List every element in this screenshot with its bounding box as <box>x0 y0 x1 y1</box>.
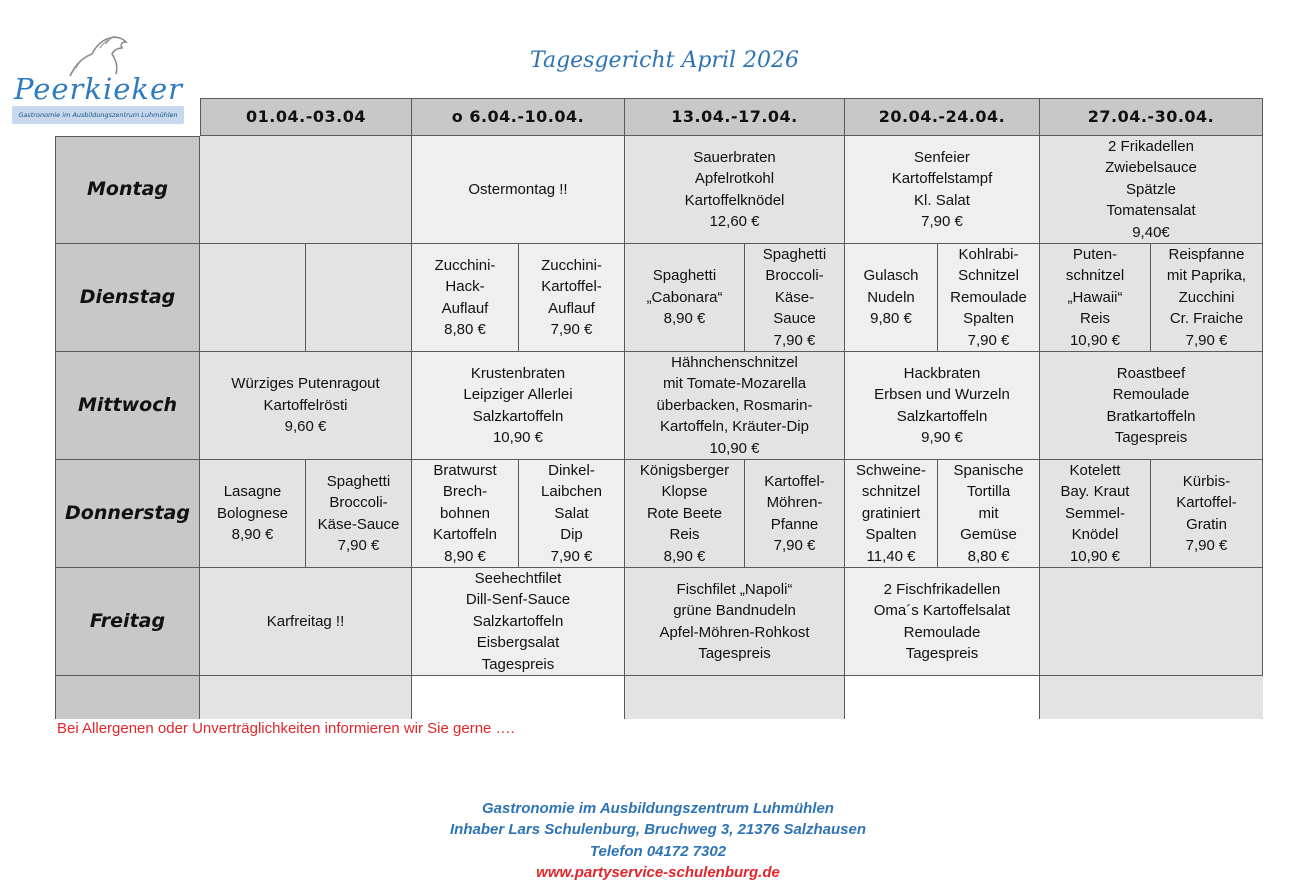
donnerstag-week3b: Kartoffel- Möhren- Pfanne 7,90 € <box>745 460 845 568</box>
freitag-week1: Karfreitag !! <box>200 568 412 676</box>
empty-row-cell <box>1040 676 1263 719</box>
donnerstag-week1b: Spaghetti Broccoli- Käse-Sauce 7,90 € <box>306 460 412 568</box>
mittwoch-week4: Hackbraten Erbsen und Wurzeln Salzkartoffeln 9,90 € <box>845 352 1040 460</box>
dienstag-week1a <box>200 244 306 352</box>
week-header-5: 27.04.-30.04. <box>1040 99 1263 136</box>
empty-row-cell <box>412 676 625 719</box>
dienstag-week2b: Zucchini- Kartoffel- Auflauf 7,90 € <box>519 244 625 352</box>
week-header-4: 20.04.-24.04. <box>845 99 1040 136</box>
donnerstag-week2b: Dinkel- Laibchen Salat Dip 7,90 € <box>519 460 625 568</box>
montag-week5: 2 Frikadellen Zwiebelsauce Spätzle Tomatensalat 9,40€ <box>1040 136 1263 244</box>
dienstag-week1b <box>306 244 412 352</box>
freitag-week3: Fischfilet „Napoli“ grüne Bandnudeln Apfel-Möhren-Rohkost Tagespreis <box>625 568 845 676</box>
montag-week1 <box>200 136 412 244</box>
mittwoch-week1: Würziges Putenragout Kartoffelrösti 9,60 € <box>200 352 412 460</box>
freitag-week2: Seehechtfilet Dill-Senf-Sauce Salzkartoffeln Eisbergsalat Tagespreis <box>412 568 625 676</box>
day-montag: Montag <box>55 136 200 244</box>
week-header-2: o 6.04.-10.04. <box>412 99 625 136</box>
montag-week3: Sauerbraten Apfelrotkohl Kartoffelknödel 12,60 € <box>625 136 845 244</box>
donnerstag-week5a: Kotelett Bay. Kraut Semmel- Knödel 10,90 € <box>1040 460 1151 568</box>
dienstag-week5a: Puten- schnitzel „Hawaii“ Reis 10,90 € <box>1040 244 1151 352</box>
donnerstag-week2a: Bratwurst Brech- bohnen Kartoffeln 8,90 € <box>412 460 519 568</box>
day-dienstag: Dienstag <box>55 244 200 352</box>
week-header-1: 01.04.-03.04 <box>200 99 412 136</box>
day-donnerstag: Donnerstag <box>55 460 200 568</box>
day-mittwoch: Mittwoch <box>55 352 200 460</box>
footer-line-3: Telefon 04172 7302 <box>589 843 727 860</box>
mittwoch-week3: Hähnchenschnitzel mit Tomate-Mozarella überbacken, Rosmarin- Kartoffeln, Kräuter-Dip 10,90 € <box>625 352 845 460</box>
dienstag-week4a: Gulasch Nudeln 9,80 € <box>845 244 938 352</box>
footer-website-link[interactable]: www.partyservice-schulenburg.de <box>536 864 780 881</box>
empty-row-cell <box>625 676 845 719</box>
donnerstag-week5b: Kürbis- Kartoffel- Gratin 7,90 € <box>1151 460 1263 568</box>
donnerstag-week3a: Königsberger Klopse Rote Beete Reis 8,90 € <box>625 460 745 568</box>
footer-line-2: Inhaber Lars Schulenburg, Bruchweg 3, 21376 Salzhausen <box>450 821 866 838</box>
page-title: Tagesgericht April 2026 <box>530 48 799 73</box>
footer-line-1: Gastronomie im Ausbildungszentrum Luhmühlen <box>482 800 834 817</box>
freitag-week5 <box>1040 568 1263 676</box>
day-freitag: Freitag <box>55 568 200 676</box>
empty-row-cell <box>845 676 1040 719</box>
mittwoch-week2: Krustenbraten Leipziger Allerlei Salzkartoffeln 10,90 € <box>412 352 625 460</box>
dienstag-week3a: Spaghetti „Cabonara“ 8,90 € <box>625 244 745 352</box>
dienstag-week2a: Zucchini- Hack- Auflauf 8,80 € <box>412 244 519 352</box>
donnerstag-week4a: Schweine- schnitzel gratiniert Spalten 11,40 € <box>845 460 938 568</box>
mittwoch-week5: Roastbeef Remoulade Bratkartoffeln Tagespreis <box>1040 352 1263 460</box>
dienstag-week5b: Reispfanne mit Paprika, Zucchini Cr. Fraiche 7,90 € <box>1151 244 1263 352</box>
dienstag-week4b: Kohlrabi- Schnitzel Remoulade Spalten 7,90 € <box>938 244 1040 352</box>
donnerstag-week1a: Lasagne Bolognese 8,90 € <box>200 460 306 568</box>
montag-week4: Senfeier Kartoffelstampf Kl. Salat 7,90 € <box>845 136 1040 244</box>
empty-row-cell <box>200 676 412 719</box>
montag-week2: Ostermontag !! <box>412 136 625 244</box>
allergen-note: Bei Allergenen oder Unverträglichkeiten informieren wir Sie gerne …. <box>57 720 515 737</box>
dienstag-week3b: Spaghetti Broccoli- Käse- Sauce 7,90 € <box>745 244 845 352</box>
brand-name: Peerkieker <box>14 72 184 106</box>
freitag-week4: 2 Fischfrikadellen Oma´s Kartoffelsalat Remoulade Tagespreis <box>845 568 1040 676</box>
brand-tagline: Gastronomie im Ausbildungszentrum Luhmühlen <box>12 106 184 124</box>
week-header-3: 13.04.-17.04. <box>625 99 845 136</box>
day-empty <box>55 676 200 719</box>
donnerstag-week4b: Spanische Tortilla mit Gemüse 8,80 € <box>938 460 1040 568</box>
logo <box>10 34 186 126</box>
